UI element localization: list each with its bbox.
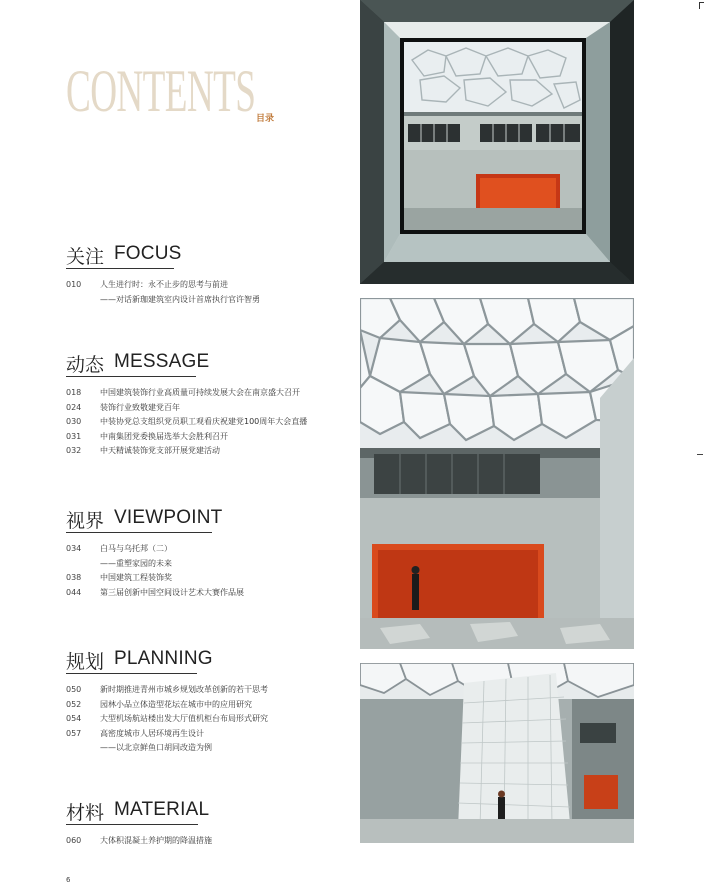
section-heading: [66, 350, 356, 380]
toc-page: 054: [66, 714, 82, 723]
photo-hanging-mesh-art: [360, 663, 634, 843]
toc-text: 大型机场航站楼出发大厅值机柜台布局形式研究: [100, 714, 268, 723]
section-planning: [66, 647, 356, 752]
toc-text: 中天精诚装饰党支部开展党建活动: [100, 446, 220, 455]
toc-text: 园林小品立体造型花坛在城市中的应用研究: [100, 699, 252, 709]
toc-item[interactable]: [66, 586, 356, 601]
toc-page: 050: [66, 685, 82, 694]
toc-item[interactable]: [66, 741, 356, 756]
toc-page: [66, 741, 100, 756]
toc-page: 032: [66, 446, 82, 455]
photo-window-frame: [360, 0, 634, 284]
section-title-cn: 视界: [66, 510, 105, 532]
toc-text: 中装协党总支组织党员职工观看庆祝建党100周年大会直播: [100, 417, 308, 426]
section-title-cn: 材料: [66, 802, 105, 824]
photo-honeycomb-hall-art: [360, 298, 634, 649]
section-title-en: FOCUS: [114, 243, 182, 264]
toc-item[interactable]: [66, 683, 356, 698]
toc-text: 白马与乌托邦（二）: [100, 544, 172, 553]
section-title-en: VIEWPOINT: [114, 507, 223, 528]
toc-text: 高密度城市人居环境再生设计: [100, 728, 204, 738]
toc-page: 060: [66, 836, 82, 845]
toc-text: 中国建筑装饰行业高质量可持续发展大会在南京盛大召开: [100, 388, 300, 397]
contents-title: CONTENTS: [66, 58, 256, 124]
crop-mark: [697, 454, 703, 455]
toc-page: 030: [66, 417, 82, 426]
toc-page: 057: [66, 728, 82, 738]
section-items: [66, 278, 356, 307]
toc-text: ——对话新珈建筑室内设计首席执行官许智勇: [100, 294, 260, 304]
toc-text: 大体积混凝土养护期的降温措施: [100, 836, 212, 845]
toc-item[interactable]: [66, 415, 356, 430]
contents-subtitle: 目录: [256, 114, 275, 124]
toc-text: 中国建筑工程装饰奖: [100, 573, 172, 582]
toc-item[interactable]: [66, 430, 356, 445]
toc-page: 034: [66, 544, 82, 553]
photo-hanging-mesh: [360, 663, 634, 843]
section-heading: [66, 506, 356, 536]
section-focus: [66, 242, 356, 304]
toc-page: 044: [66, 587, 82, 597]
toc-page: 038: [66, 573, 82, 582]
section-title-cn: 关注: [66, 246, 105, 268]
section-rule: [66, 376, 196, 377]
toc-text: ——重塑家园的未来: [100, 558, 172, 568]
section-rule: [66, 824, 198, 825]
toc-item[interactable]: [66, 834, 356, 849]
section-items: [66, 542, 356, 600]
toc-item[interactable]: [66, 401, 356, 416]
toc-item[interactable]: [66, 293, 356, 308]
toc-page: 052: [66, 699, 82, 709]
photo-window-frame-art: [360, 0, 634, 284]
toc-text: 装饰行业致敬建党百年: [100, 402, 180, 412]
section-items: [66, 834, 356, 849]
toc-item[interactable]: [66, 278, 356, 293]
section-items: [66, 683, 356, 756]
toc-text: 人生进行时：永不止步的思考与前进: [100, 280, 228, 289]
page-number: 6: [66, 876, 71, 884]
toc-item[interactable]: [66, 386, 356, 401]
toc-page: 031: [66, 431, 82, 441]
toc-text: ——以北京鲜鱼口胡同改造为例: [100, 743, 212, 752]
section-rule: [66, 268, 174, 269]
toc-item[interactable]: [66, 698, 356, 713]
crop-mark: [699, 2, 704, 9]
photo-honeycomb-hall: [360, 298, 634, 649]
section-material: [66, 798, 356, 845]
section-title-en: MATERIAL: [114, 799, 210, 820]
section-heading: [66, 647, 356, 677]
section-title-en: PLANNING: [114, 648, 213, 669]
toc-item[interactable]: [66, 557, 356, 572]
toc-item[interactable]: [66, 444, 356, 459]
toc-page: 018: [66, 388, 82, 397]
toc-text: 第三届创新中国空间设计艺术大赛作品展: [100, 587, 244, 597]
toc-page: 024: [66, 402, 82, 412]
section-title-en: MESSAGE: [114, 351, 210, 372]
toc-page: 010: [66, 280, 82, 289]
section-title-cn: 规划: [66, 651, 105, 673]
section-title-cn: 动态: [66, 354, 105, 376]
toc-item[interactable]: [66, 727, 356, 742]
section-rule: [66, 673, 197, 674]
toc-item[interactable]: [66, 571, 356, 586]
toc-text: 中南集团党委换届选举大会胜利召开: [100, 431, 228, 441]
toc-page: [66, 293, 100, 308]
toc-page: [66, 557, 100, 572]
section-rule: [66, 532, 212, 533]
toc-text: 新时期推进青州市城乡规划改革创新的若干思考: [100, 685, 268, 694]
section-viewpoint: [66, 506, 356, 597]
section-items: [66, 386, 356, 459]
toc-item[interactable]: [66, 712, 356, 727]
section-heading: [66, 242, 356, 272]
toc-item[interactable]: [66, 542, 356, 557]
section-message: [66, 350, 356, 455]
section-heading: [66, 798, 356, 828]
